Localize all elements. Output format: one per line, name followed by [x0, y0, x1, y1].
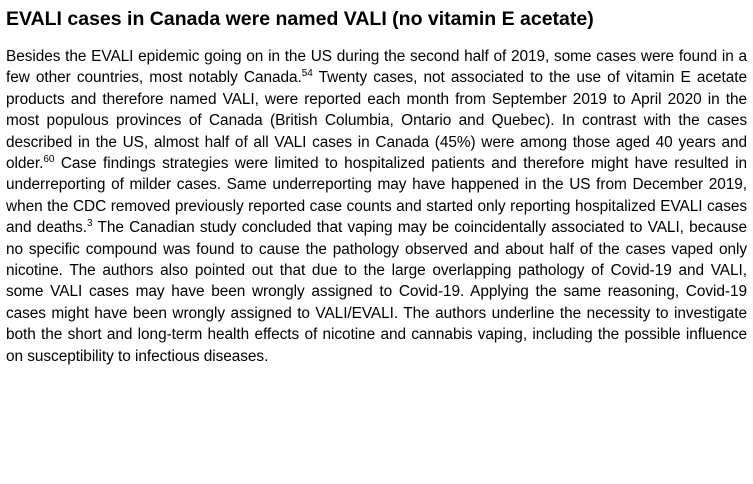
body-paragraph: [6, 46, 747, 367]
reference-3: 3: [86, 218, 93, 230]
paragraph-text-part-4: The Canadian study concluded that vaping may be coincidentally associated to VALI, because no specific compound was found to cause the pathology observed and about half of the cases vaped only nicotine. The authors also pointed out that due to the large overlapping pathology of Covid-19 and VALI, some VALI cases may have been wrongly assigned to Covid-19. Applying the same reasoning, Covid-19 cases might have been wrongly assigned to VALI/EVALI. The authors underline the necessity to investigate both the short and long-term health effects of nicotine and cannabis vaping, including the possible influence on susceptibility to infectious diseases.: [6, 219, 748, 365]
reference-60: 60: [43, 153, 55, 165]
section-heading: EVALI cases in Canada were named VALI (no vitamin E acetate): [6, 8, 594, 30]
paragraph-text-part-1: Besides the EVALI epidemic going on in the US during the second half of 2019, some cases were found in a few other countries, most notably Canada.: [6, 48, 747, 87]
paragraph-text-part-3: Case findings strategies were limited to hospitalized patients and therefore might have resulted in underreporting of milder cases. Same underreporting may have happened in the US from December 2019, when the CDC removed previously reported case counts and started only reporting hospitalized EVALI cases and deaths.: [6, 155, 747, 237]
reference-54: 54: [301, 68, 313, 80]
paragraph-text-part-2: Twenty cases, not associated to the use of vitamin E acetate products and therefore named VALI, were reported each month from September 2019 to April 2020 in the most populous provinces of Canada (British Columbia, Ontario and Quebec). In contrast with the cases described in the US, almost half of all VALI cases in Canada (45%) were among those aged 40 years and older.: [6, 69, 747, 173]
